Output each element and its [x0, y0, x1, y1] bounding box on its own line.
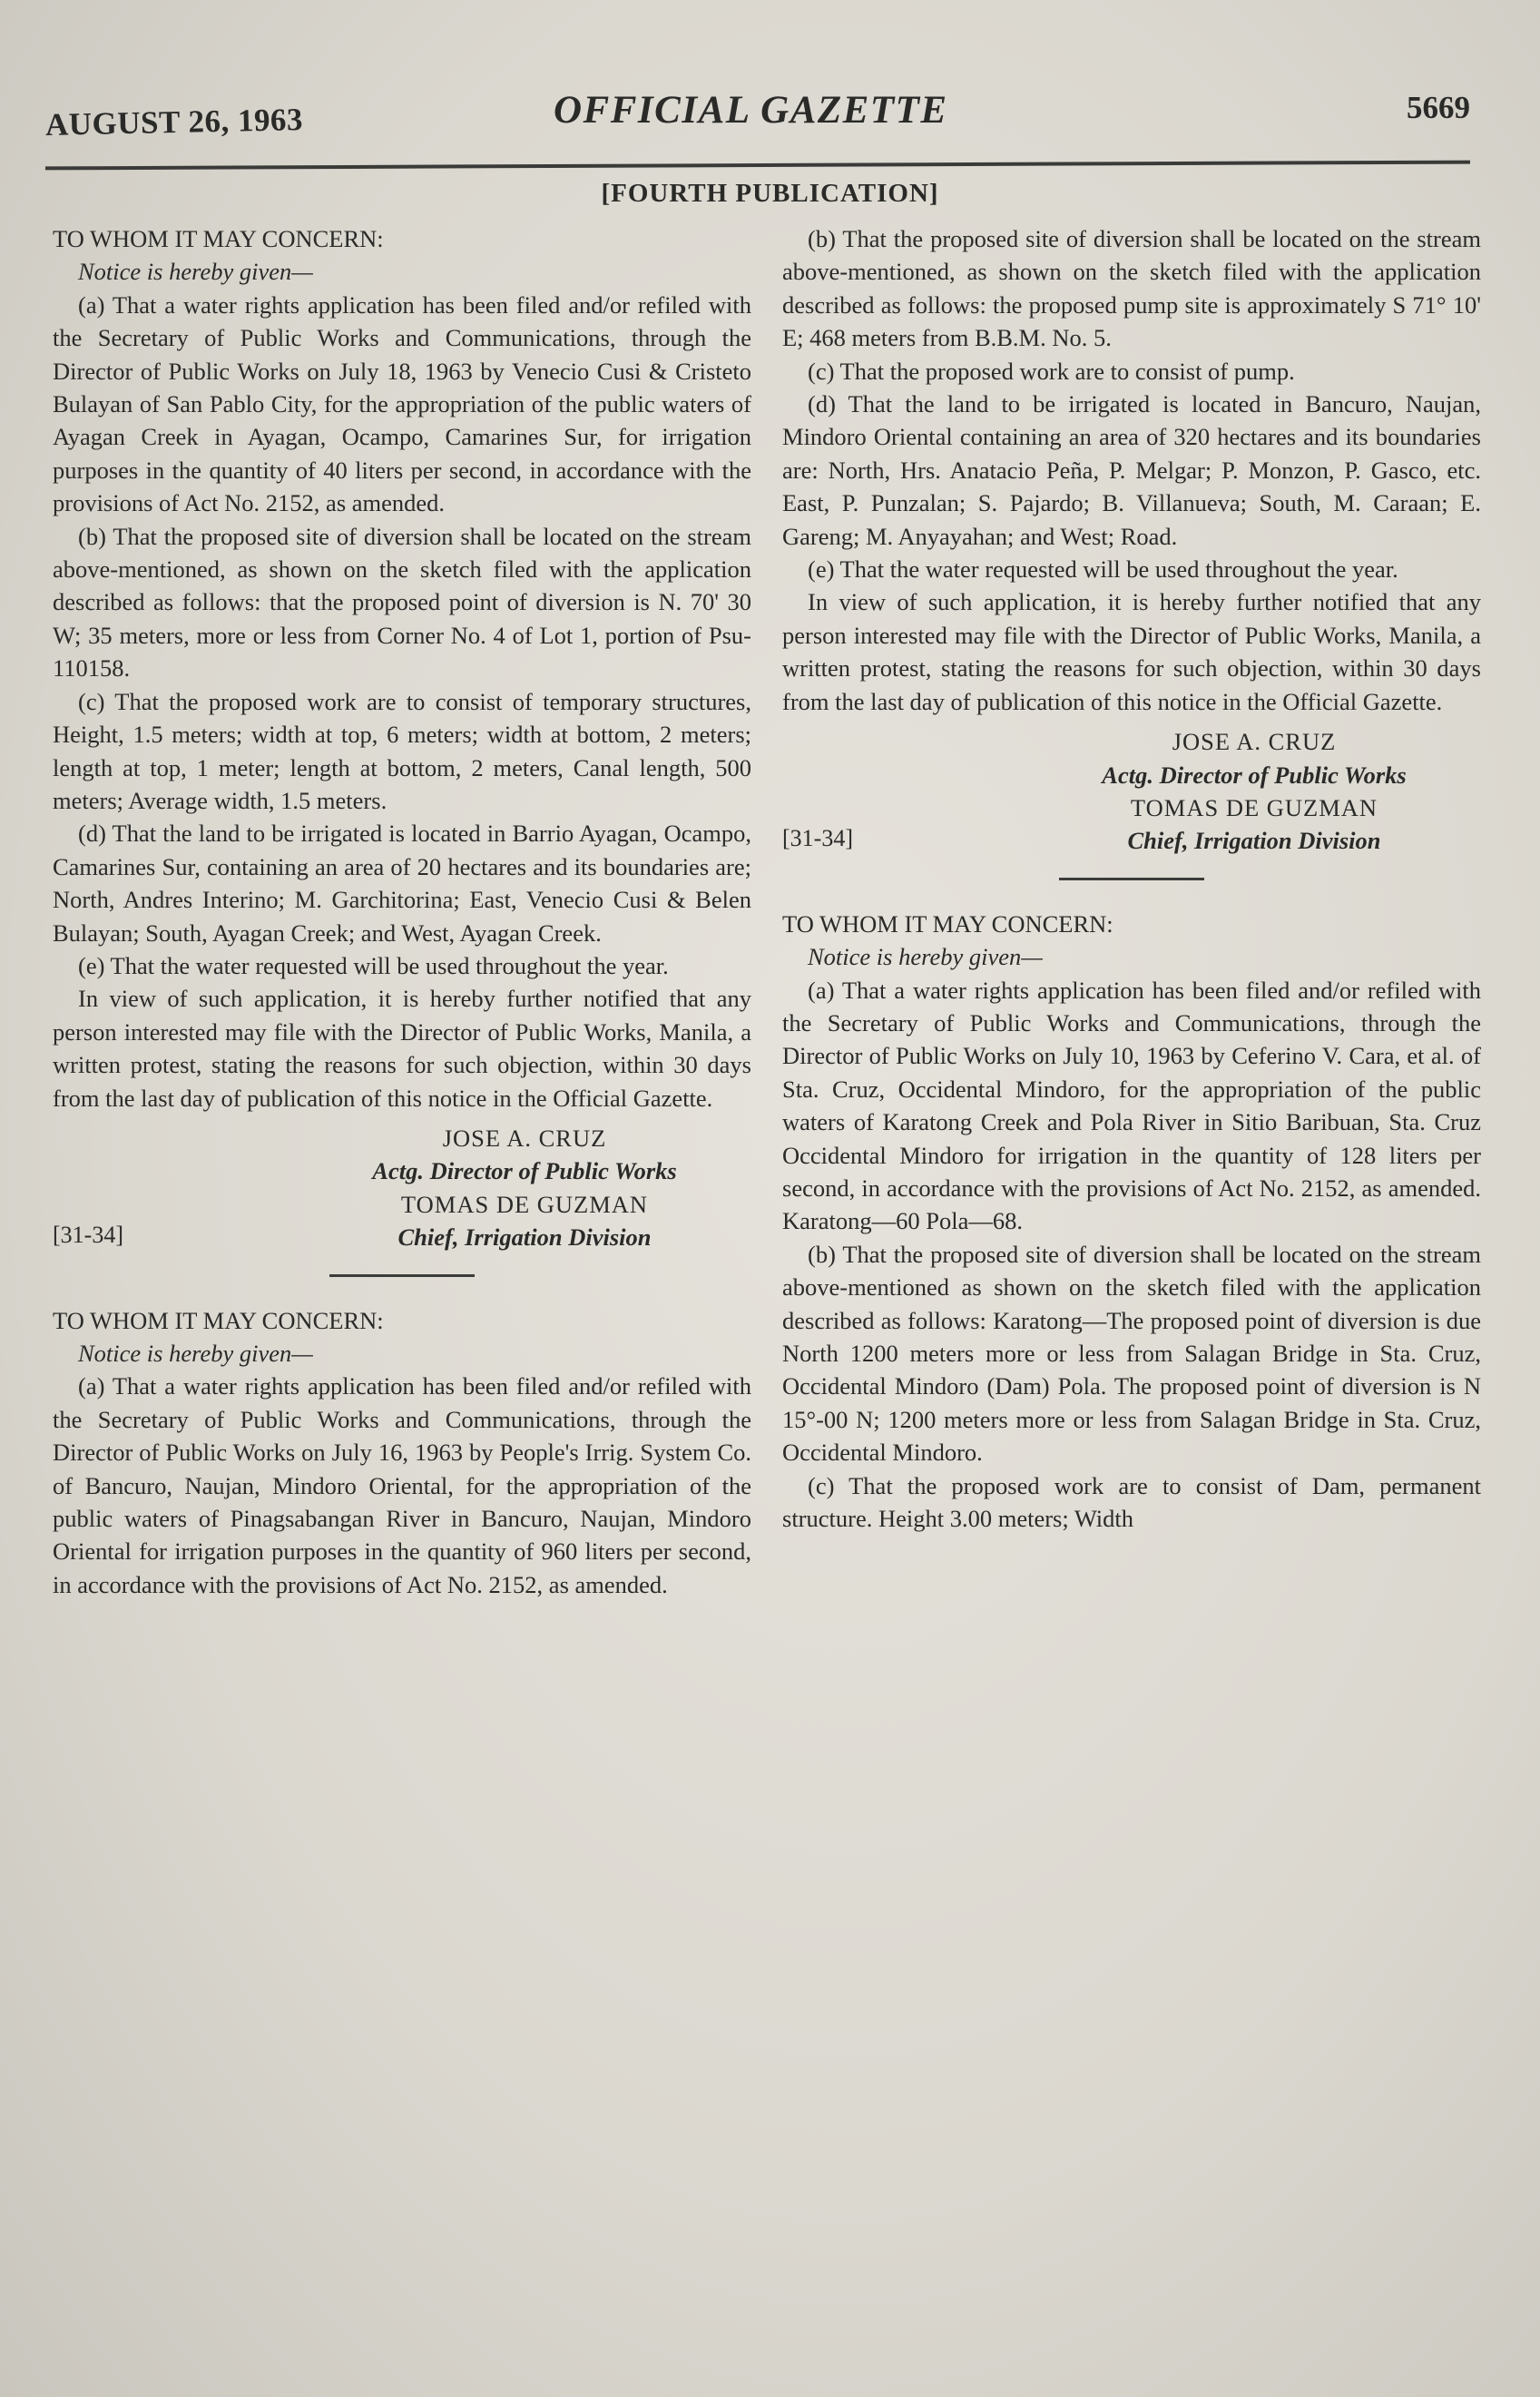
notice-divider: [329, 1274, 475, 1277]
publication-ref: [31-34]: [53, 1222, 123, 1249]
signatory-name: JOSE A. CRUZ: [442, 1124, 607, 1152]
paragraph-d: (d) That the land to be irrigated is located in Bancuro, Naujan, Mindoro Oriental containing an area of 320 hectares and its boundaries are: North, Hrs. Anatacio Peña, P. Melgar; P. Monzon, P. Gasco, etc. East, P. Punzalan; S. Pajardo; B. Villanueva; South, M. Caraan; E. Gareng; M. Anyayahan; and West; Road.: [782, 390, 1481, 550]
notice-given: Notice is hereby given—: [808, 943, 1043, 971]
closing-paragraph: In view of such application, it is hereby further notified that any person interested may file with the Director of Public Works, Manila, a written protest, stating the reasons for such objection, within 30 days from the last day of publication of this notice in the Official Gazette.: [782, 588, 1481, 715]
signature-row: [782, 791, 1481, 858]
paragraph-c: (c) That the proposed work are to consist of pump.: [808, 357, 1295, 385]
notice-divider: [1059, 878, 1204, 880]
paragraph-b: (b) That the proposed site of diversion shall be located on the stream above-mentioned, as shown on the sketch filed with the application described as follows: that the proposed point of diversion is N. 70' 30 W; 35 meters, more or less from Corner No. 4 of Lot 1, portion of Psu-110158.: [53, 522, 751, 683]
header-rule: [45, 161, 1470, 171]
signature-row: [53, 1188, 751, 1254]
notice-given: Notice is hereby given—: [78, 258, 313, 286]
paragraph-e: (e) That the water requested will be used throughout the year.: [78, 951, 669, 979]
signatory-name: TOMAS DE GUZMAN: [1130, 793, 1378, 821]
right-column: [782, 222, 1481, 1535]
notice-karatong-creek: [782, 908, 1481, 1536]
closing-paragraph: In view of such application, it is hereby further notified that any person interested may file with the Director of Public Works, Manila, a written protest, stating the reasons for such objection, within 30 days from the last day of publication of this notice in the Official Gazette.: [53, 985, 751, 1112]
paragraph-b: (b) That the proposed site of diversion shall be located on the stream above-mentioned, as shown on the sketch filed with the application described as follows: the proposed pump site is approximately S 71° 10' E; 468 meters from B.B.M. No. 5.: [782, 225, 1481, 352]
salutation: TO WHOM IT MAY CONCERN:: [782, 909, 1113, 938]
signatory-title: Chief, Irrigation Division: [1127, 827, 1381, 855]
paragraph-c: (c) That the proposed work are to consist of temporary structures, Height, 1.5 meters; width at top, 6 meters; width at bottom, 2 meters; length at top, 1 meter; length at bottom, 2 meters, Canal length, 500 meters; Average width, 1.5 meters.: [53, 687, 751, 814]
publication-label: [FOURTH PUBLICATION]: [601, 179, 939, 208]
paragraph-a: (a) That a water rights application has been filed and/or refiled with the Secretary of Public Works and Communications, through the Director of Public Works on July 16, 1963 by People's Irrig. System Co. of Bancuro, Naujan, Mindoro Oriental, for the appropriation of the public waters of Pinagsabangan River in Bancuro, Naujan, Mindoro Oriental for irrigation purposes in the quantity of 960 liters per second, in accordance with the provisions of Act No. 2152, as amended.: [53, 1372, 751, 1598]
issue-date: AUGUST 26, 1963: [44, 102, 304, 142]
signatory-title: Chief, Irrigation Division: [397, 1223, 652, 1252]
signature-block: [782, 725, 1481, 791]
signatory-title: Actg. Director of Public Works: [1102, 761, 1407, 789]
signatory-name: TOMAS DE GUZMAN: [400, 1190, 649, 1218]
notice-given: Notice is hereby given—: [78, 1340, 313, 1367]
signature-block: [53, 1122, 751, 1188]
publication-ref: [31-34]: [782, 825, 853, 852]
notice-ayagan-creek: [53, 222, 751, 1254]
signatory-name: JOSE A. CRUZ: [1172, 728, 1337, 756]
page-header: [45, 77, 1470, 150]
left-column: [53, 222, 751, 1601]
notice-pinagsabangan-river-continued: [782, 222, 1481, 858]
publication-title: OFFICIAL GAZETTE: [554, 89, 948, 132]
paragraph-a: (a) That a water rights application has been filed and/or refiled with the Secretary of Public Works and Communications, through the Director of Public Works on July 10, 1963 by Ceferino V. Cara, et al. of Sta. Cruz, Occidental Mindoro, for the appropriation of the public waters of Karatong Creek and Pola River in Sitio Baribuan, Sta. Cruz Occidental Mindoro for irrigation in the quantity of 128 liters per second, in accordance with the provisions of Act No. 2152, as amended. Karatong—60 Pola—68.: [782, 976, 1481, 1235]
paragraph-b: (b) That the proposed site of diversion shall be located on the stream above-mentioned as shown on the sketch filed with the application described as follows: Karatong—The proposed point of diversion is due North 1200 meters more or less from Salagan Bridge in Sta. Cruz, Occidental Mindoro (Dam) Pola. The proposed point of diversion is N 15°-00 N; 1200 meters more or less from Salagan Bridge in Sta. Cruz, Occidental Mindoro.: [782, 1240, 1481, 1467]
salutation: TO WHOM IT MAY CONCERN:: [53, 225, 384, 252]
notice-pinagsabangan-river: [53, 1304, 751, 1602]
signatory-title: Actg. Director of Public Works: [372, 1157, 677, 1185]
page-number: 5669: [1407, 90, 1470, 125]
paragraph-d: (d) That the land to be irrigated is located in Barrio Ayagan, Ocampo, Camarines Sur, containing an area of 20 hectares and its boundaries are; North, Andres Interino; M. Garchitorina; East, Venecio Cusi & Belen Bulayan; South, Ayagan Creek; and West, Ayagan Creek.: [53, 820, 751, 947]
paragraph-a: (a) That a water rights application has been filed and/or refiled with the Secretary of Public Works and Communications, through the Director of Public Works on July 18, 1963 by Venecio Cusi & Cristeto Bulayan of San Pablo City, for the appropriation of the public waters of Ayagan Creek in Ayagan, Ocampo, Camarines Sur, for irrigation purposes in the quantity of 40 liters per second, in accordance with the provisions of Act No. 2152, as amended.: [53, 290, 751, 517]
salutation: TO WHOM IT MAY CONCERN:: [53, 1306, 384, 1334]
paragraph-e: (e) That the water requested will be used throughout the year.: [808, 555, 1398, 584]
paragraph-c: (c) That the proposed work are to consist of Dam, permanent structure. Height 3.00 meters; Width: [782, 1471, 1481, 1533]
